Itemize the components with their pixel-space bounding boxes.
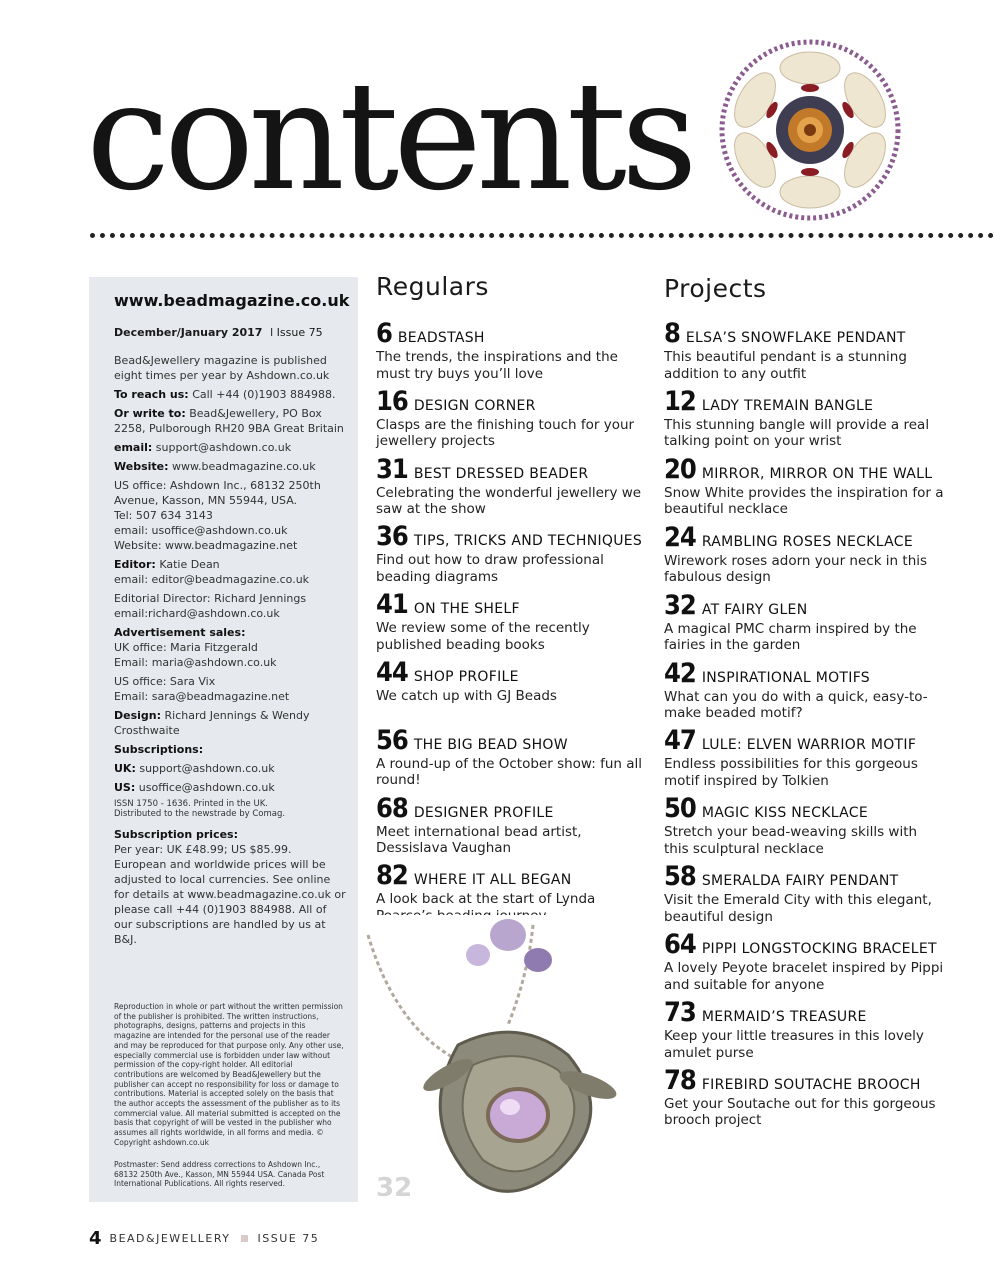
entry-page-number: 47 [664, 725, 696, 757]
projects-entry[interactable] [664, 861, 944, 925]
entry-page-number: 56 [376, 724, 408, 756]
projects-entry[interactable] [664, 590, 944, 654]
entry-heading [376, 454, 656, 484]
entry-title: SHOP PROFILE [413, 669, 519, 685]
entry-title: MERMAID’S TREASURE [701, 1009, 867, 1025]
entry-heading [376, 860, 656, 890]
entry-description: Keep your little treasures in this lovely amulet purse [664, 1028, 924, 1061]
editorial-director-block: Editorial Director: Richard Jennings email:richard@ashdown.co.uk [114, 592, 307, 620]
entry-page-number: 16 [376, 385, 408, 417]
regulars-heading: Regulars [376, 272, 489, 301]
entry-description: Find out how to draw professional beading diagrams [376, 552, 604, 585]
entry-title: PIPPI LONGSTOCKING BRACELET [701, 941, 937, 958]
entry-page-number: 78 [664, 1064, 696, 1096]
entry-title: INSPIRATIONAL MOTIFS [701, 669, 870, 686]
entry-title: BEST DRESSED BEADER [413, 465, 589, 482]
projects-entry[interactable] [664, 454, 944, 518]
footer-issue: ISSUE 75 [257, 1232, 320, 1245]
entry-heading [376, 386, 656, 416]
entry-description: Visit the Emerald City with this elegant, beautiful design [664, 892, 932, 925]
projects-entry[interactable] [664, 725, 944, 789]
photo-page-label: 32 [376, 1173, 413, 1203]
subscription-prices: Subscription prices: Per year: UK £48.99; US $85.99. European and worldwide prices will be adjusted to local currencies. See online for details at www.beadmagazine.co.uk or please call +44 (0)1903 884988. All of our subscriptions are handled by us at B&J. [114, 828, 346, 946]
entry-title: FIREBIRD SOUTACHE BROOCH [701, 1076, 921, 1093]
entry-heading [664, 386, 944, 416]
entry-page-number: 44 [376, 657, 408, 688]
entry-heading [664, 793, 944, 823]
projects-entry[interactable] [664, 386, 944, 450]
subscriptions-us: US: usoffice@ashdown.co.uk [114, 781, 275, 794]
entry-description: This beautiful pendant is a stunning addition to any outfit [664, 349, 907, 382]
entry-description: Stretch your bead-weaving skills with this sculptural necklace [664, 824, 918, 857]
entry-title: SMERALDA FAIRY PENDANT [701, 873, 899, 890]
regulars-entry[interactable] [376, 318, 656, 382]
entry-heading [664, 1065, 944, 1095]
entry-description: We review some of the recently published beading books [376, 620, 590, 653]
entry-heading [664, 725, 944, 755]
entry-heading [376, 521, 656, 551]
subscriptions-uk: UK: support@ashdown.co.uk [114, 762, 275, 775]
entry-title: THE BIG BEAD SHOW [413, 736, 568, 753]
entry-heading [664, 318, 944, 348]
footer-magazine-name: BEAD&JEWELLERY [109, 1232, 231, 1245]
advertising-us-block: US office: Sara Vix Email: sara@beadmagazine.net [114, 675, 290, 703]
entry-description: Celebrating the wonderful jewellery we saw at the show [376, 484, 642, 518]
entry-page-number: 6 [376, 318, 392, 349]
issn-info: ISSN 1750 - 1636. Printed in the UK. Distributed to the newstrade by Comag. [114, 799, 286, 819]
entry-title: MAGIC KISS NECKLACE [701, 805, 869, 822]
entry-page-number: 12 [664, 385, 696, 417]
intro-text: Bead&Jewellery magazine is published eight times per year by Ashdown.co.uk [114, 354, 330, 382]
entry-description: Snow White provides the inspiration for a beautiful necklace [664, 484, 944, 518]
entry-title: DESIGNER PROFILE [413, 804, 554, 821]
editor-block: Editor: Katie Dean email: editor@beadmagazine.co.uk [114, 558, 310, 586]
website-line: Website: www.beadmagazine.co.uk [114, 460, 316, 473]
page-number: 4 [89, 1228, 102, 1249]
projects-entry[interactable] [664, 318, 944, 382]
entry-title: MIRROR, MIRROR ON THE WALL [701, 465, 933, 482]
issue-date: December/January 2017 [114, 326, 263, 339]
entry-page-number: 82 [376, 860, 408, 892]
projects-entry[interactable] [664, 929, 944, 993]
entry-description: A round-up of the October show: fun all round! [376, 755, 642, 789]
entry-heading [664, 929, 944, 959]
masthead-sidebar [89, 277, 358, 1202]
entry-description: What can you do with a quick, easy-to-make beaded motif? [664, 688, 928, 721]
dotted-divider [90, 233, 994, 238]
entry-heading [376, 725, 656, 755]
entry-description: We catch up with GJ Beads [376, 688, 557, 704]
page-footer [89, 1228, 319, 1249]
entry-title: AT FAIRY GLEN [701, 601, 808, 618]
entry-page-number: 8 [664, 318, 680, 349]
entry-description: The trends, the inspirations and the must try buys you’ll love [376, 349, 618, 382]
regulars-entry[interactable] [376, 521, 656, 585]
entry-title: ELSA’S SNOWFLAKE PENDANT [685, 330, 906, 346]
entry-description: A look back at the start of Lynda [376, 891, 596, 908]
footer-separator [241, 1235, 248, 1242]
entry-heading [664, 590, 944, 620]
postmaster-notice: Postmaster: Send address corrections to Ashdown Inc., 68132 250th Ave., Kasson, MN 55944 USA. Canada Post International Publications. All rights reserved. [114, 1160, 325, 1189]
regulars-entry[interactable] [376, 589, 656, 653]
entry-heading [664, 454, 944, 484]
entry-heading [664, 861, 944, 891]
subscriptions-heading: Subscriptions: [114, 743, 204, 756]
entry-page-number: 31 [376, 453, 408, 485]
entry-heading [376, 657, 656, 687]
projects-entry[interactable] [664, 997, 944, 1061]
entry-description: This stunning bangle will provide a real talking point on your wrist [664, 416, 930, 450]
entry-page-number: 58 [664, 861, 696, 893]
entry-heading [664, 522, 944, 552]
write-to: Or write to: Bead&Jewellery, PO Box 2258, Pulborough RH20 9BA Great Britain [114, 407, 344, 435]
regulars-entry[interactable] [376, 793, 656, 857]
projects-entry[interactable] [664, 1065, 944, 1129]
projects-entry[interactable] [664, 522, 944, 586]
entry-page-number: 24 [664, 521, 696, 553]
design-credit: Design: Richard Jennings & Wendy Crosthwaite [114, 709, 310, 737]
entry-page-number: 73 [664, 997, 696, 1028]
entry-page-number: 50 [664, 793, 696, 825]
entry-heading [376, 793, 656, 823]
beaded-brooch-image [710, 38, 910, 223]
fairy-glen-pendant-image [358, 915, 658, 1215]
entry-page-number: 42 [664, 657, 696, 689]
issue-info [114, 326, 346, 339]
regulars-entry[interactable] [376, 454, 656, 518]
entry-title: WHERE IT ALL BEGAN [413, 872, 572, 889]
entry-heading [664, 997, 944, 1027]
entry-title: ON THE SHELF [413, 601, 520, 618]
page-title: contents [86, 50, 692, 224]
entry-page-number: 20 [664, 453, 696, 485]
entry-heading [376, 318, 656, 348]
entry-page-number: 64 [664, 929, 696, 961]
entry-title: LULE: ELVEN WARRIOR MOTIF [701, 737, 917, 754]
entry-page-number: 41 [376, 589, 408, 621]
issue-number: l Issue 75 [270, 326, 323, 339]
support-email: email: support@ashdown.co.uk [114, 441, 292, 454]
entry-heading [376, 589, 656, 619]
entry-description: Endless possibilities for this gorgeous motif inspired by Tolkien [664, 756, 918, 789]
entry-description: Wirework roses adorn your neck in this fabulous design [664, 552, 928, 586]
entry-page-number: 68 [376, 792, 408, 824]
reach-us: To reach us: Call +44 (0)1903 884988. [114, 388, 336, 401]
entry-title: RAMBLING ROSES NECKLACE [701, 533, 913, 550]
entry-title: TIPS, TRICKS AND TECHNIQUES [413, 533, 643, 550]
entry-heading [664, 658, 944, 688]
entry-title: BEADSTASH [397, 330, 485, 346]
legal-notice: Reproduction in whole or part without the written permission of the publisher is prohibited. The written instructions, photographs, designs, patterns and projects in this magazine are intended for the personal use of the reader and may be reproduced for that purpose only. Any other use, especially commercial use is forbidden under law without permission of the copy-right holder. All editorial contributions are welcomed by Bead&Jewellery but the publisher can accept no responsibility for loss or damage to contributions. Material is accepted solely on the basis that the author accepts the assessment of the publisher as to its commercial value. All material submitted is accepted on the basis that copyright of will be vested in the publisher who assumes all rights worldwide, in all forms and media. © Copyright ashdown.co.uk [114, 1002, 344, 1147]
regulars-entry[interactable] [376, 725, 656, 789]
advertising-block: Advertisement sales: UK office: Maria Fitzgerald Email: maria@ashdown.co.uk [114, 626, 277, 669]
entry-page-number: 36 [376, 521, 408, 553]
website-heading[interactable]: www.beadmagazine.co.uk [114, 291, 350, 310]
regulars-entry[interactable] [376, 657, 656, 705]
entry-description: Get your Soutache out for this gorgeous brooch project [664, 1095, 936, 1129]
entry-page-number: 32 [664, 589, 696, 621]
entry-description: A magical PMC charm inspired by the fairies in the garden [664, 620, 917, 654]
entry-title: DESIGN CORNER [413, 397, 536, 414]
entry-title: LADY TREMAIN BANGLE [701, 397, 874, 414]
entry-description: Meet international bead artist, Dessislava Vaughan [376, 823, 582, 857]
entry-description: A lovely Peyote bracelet inspired by Pippi and suitable for anyone [664, 960, 944, 993]
us-office-block: US office: Ashdown Inc., 68132 250th Avenue, Kasson, MN 55944, USA. Tel: 507 634 3143 email: usoffice@ashdown.co.uk Website: www.beadmagazine.net [114, 479, 321, 552]
entry-description: Clasps are the finishing touch for your jewellery projects [376, 416, 635, 450]
projects-entry[interactable] [664, 658, 944, 722]
regulars-entry[interactable] [376, 386, 656, 450]
projects-heading: Projects [664, 274, 767, 303]
projects-entry[interactable] [664, 793, 944, 857]
